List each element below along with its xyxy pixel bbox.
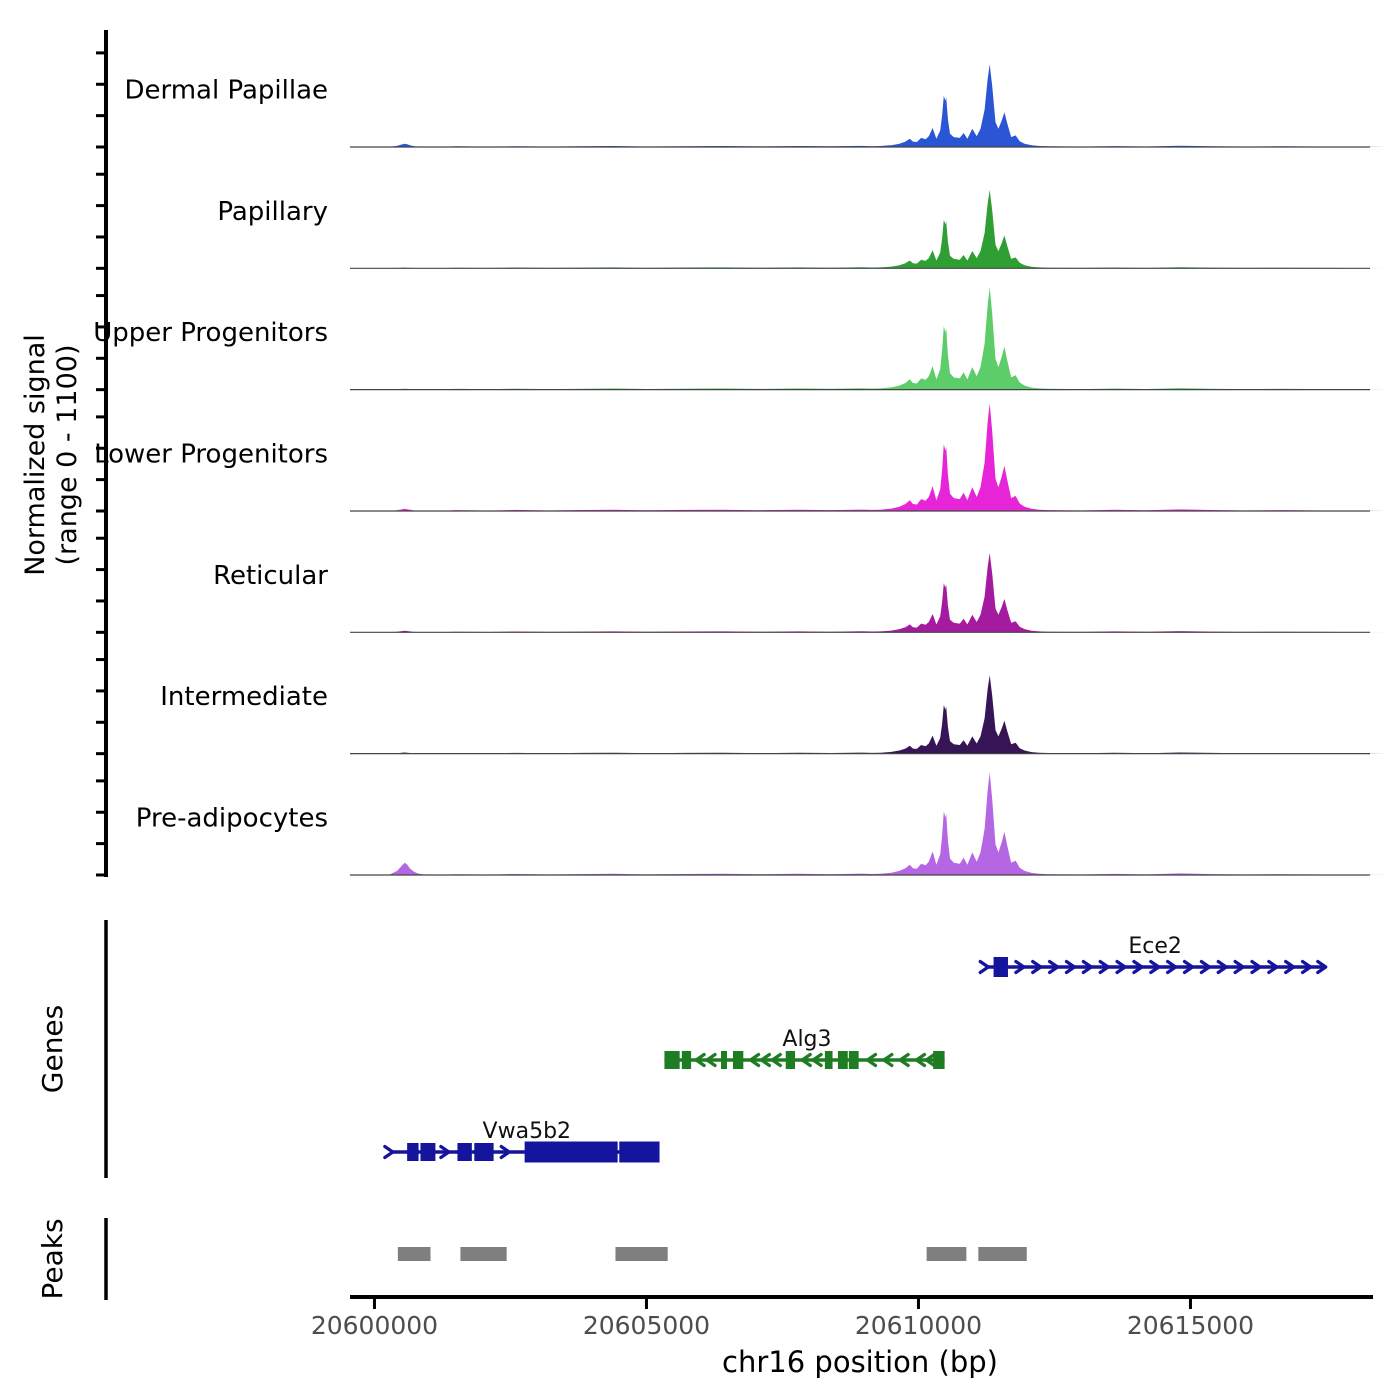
gene-exon xyxy=(664,1051,679,1069)
peak-bar xyxy=(460,1247,506,1261)
x-tick-label-20615000: 20615000 xyxy=(1126,1311,1255,1340)
gene-exon xyxy=(682,1051,691,1069)
x-tick-label-20605000: 20605000 xyxy=(582,1311,711,1340)
gene-exon xyxy=(994,957,1008,977)
track-label-papillary: Papillary xyxy=(217,196,328,227)
gene-exon xyxy=(420,1143,435,1161)
gene-exon xyxy=(733,1051,743,1069)
track-label-upper-progenitors: Upper Progenitors xyxy=(93,318,328,349)
gene-exon xyxy=(849,1051,859,1069)
track-label-reticular: Reticular xyxy=(213,560,328,591)
gene-exon xyxy=(825,1051,833,1069)
gene-exon xyxy=(786,1051,795,1069)
peak-bar xyxy=(927,1247,967,1261)
gene-label-ece2: Ece2 xyxy=(1128,934,1182,959)
track-label-dermal-papillae: Dermal Papillae xyxy=(124,75,328,106)
peak-bar xyxy=(978,1247,1026,1261)
gene-exon xyxy=(838,1051,848,1069)
gene-exon xyxy=(933,1051,944,1069)
gene-exon xyxy=(721,1051,727,1069)
gene-exon xyxy=(407,1143,418,1161)
x-tick-label-20600000: 20600000 xyxy=(310,1311,439,1340)
y-axis-title-line1: Normalized signal xyxy=(20,334,51,576)
peak-bar xyxy=(615,1247,667,1261)
gene-exon xyxy=(457,1143,471,1161)
peaks-section-label: Peaks xyxy=(36,1218,69,1300)
gene-label-vwa5b2: Vwa5b2 xyxy=(482,1119,572,1144)
gene-exon xyxy=(525,1142,618,1163)
gene-exon xyxy=(619,1142,659,1163)
y-axis-title xyxy=(20,334,83,576)
x-tick-label-20610000: 20610000 xyxy=(854,1311,983,1340)
track-label-lower-progenitors: Lower Progenitors xyxy=(94,439,328,470)
track-label-intermediate: Intermediate xyxy=(160,682,328,713)
x-axis-title: chr16 position (bp) xyxy=(722,1345,998,1379)
y-axis-title-line2: (range 0 - 1100) xyxy=(52,344,83,566)
genes-section-label: Genes xyxy=(36,1004,69,1094)
track-label-pre-adipocytes: Pre-adipocytes xyxy=(135,803,328,834)
gene-label-alg3: Alg3 xyxy=(782,1027,832,1052)
peak-bar xyxy=(398,1247,431,1261)
gene-exon xyxy=(474,1143,493,1161)
